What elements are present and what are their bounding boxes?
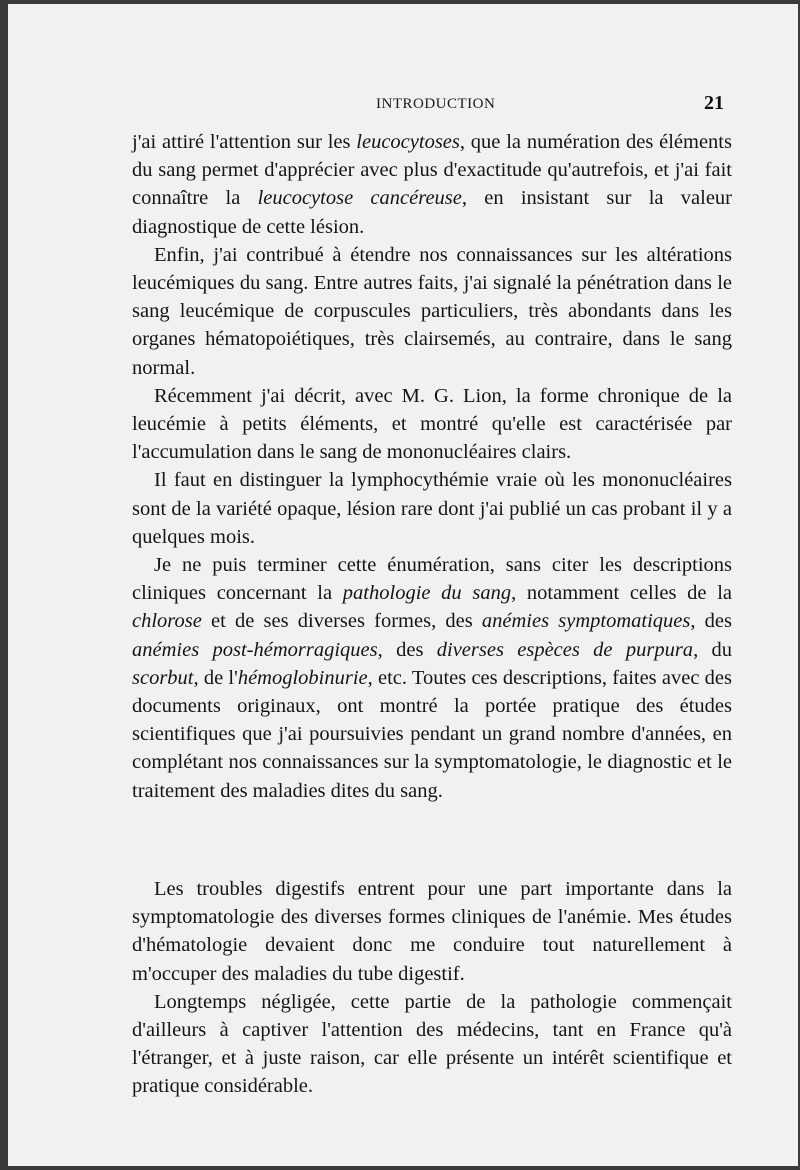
paragraph-enumeration: Je ne puis terminer cette énumération, sans citer les descriptions cliniques concernant la pathologie du sang, notamment celles de la chlorose et de ses diverses formes, des anémies symptomatiques, des anémies post-hémorragiques, des diverses espèces de purpura, du scorbut, de l'hémoglobinurie, etc. Toutes ces descriptions, faites avec des documents originaux, ont montré la portée pratique des études scientifiques que j'ai poursuivies pendant un grand nombre d'années, en complétant nos connaissances sur la symptomatologie, le diagnostic et le traitement des maladies dites du sang. <box>132 554 733 802</box>
paragraph-troubles-digestifs: Les troubles digestifs entrent pour une part importante dans la symptomatologie des diverses formes cliniques de l'anémie. Mes études d'hématologie devaient donc me conduire tout naturellement à m'occuper des maladies du tube digestif. <box>132 878 732 985</box>
paragraph-longtemps: Longtemps négligée, cette partie de la pathologie commençait d'ailleurs à captiver l'attention des médecins, tant en France qu'à l'étranger, et à juste raison, car elle présente un intérêt scientifique et pratique considérable. <box>132 990 732 1098</box>
page-number: 21 <box>704 92 724 114</box>
paragraph-leucemie: Enfin, j'ai contribué à étendre nos connaissances sur les altérations leucémiques du sang. Entre autres faits, j'ai signalé la pénétration dans le sang leucémique de corpuscules particuliers, très abondants dans les organes hématopoiétiques, très clairsemés, au contraire, dans le sang normal. <box>132 243 732 379</box>
header-title: INTRODUCTION <box>376 96 496 112</box>
paragraph-leucocytoses: j'ai attiré l'attention sur les leucocytoses, que la numération des éléments du sang permet d'apprécier avec plus d'exactitude qu'autrefois, et j'ai fait connaître la leucocytose cancéreuse, en insistant sur la valeur diagnostique de cette lésion. <box>132 131 732 238</box>
text-block-hematology <box>132 128 732 805</box>
book-page <box>8 4 798 1166</box>
running-header <box>8 92 798 116</box>
paragraph-lymphocythemie: Il faut en distinguer la lymphocythémie vraie où les mononucléaires sont de la variété opaque, lésion rare dont j'ai publié un cas probant il y a quelques mois. <box>132 469 732 548</box>
text-block-digestive <box>132 875 732 1101</box>
paragraph-recemment: Récemment j'ai décrit, avec M. G. Lion, la forme chronique de la leucémie à petits éléments, et montré qu'elle est caractérisée par l'accumulation dans le sang de mononucléaires clairs. <box>132 384 732 464</box>
